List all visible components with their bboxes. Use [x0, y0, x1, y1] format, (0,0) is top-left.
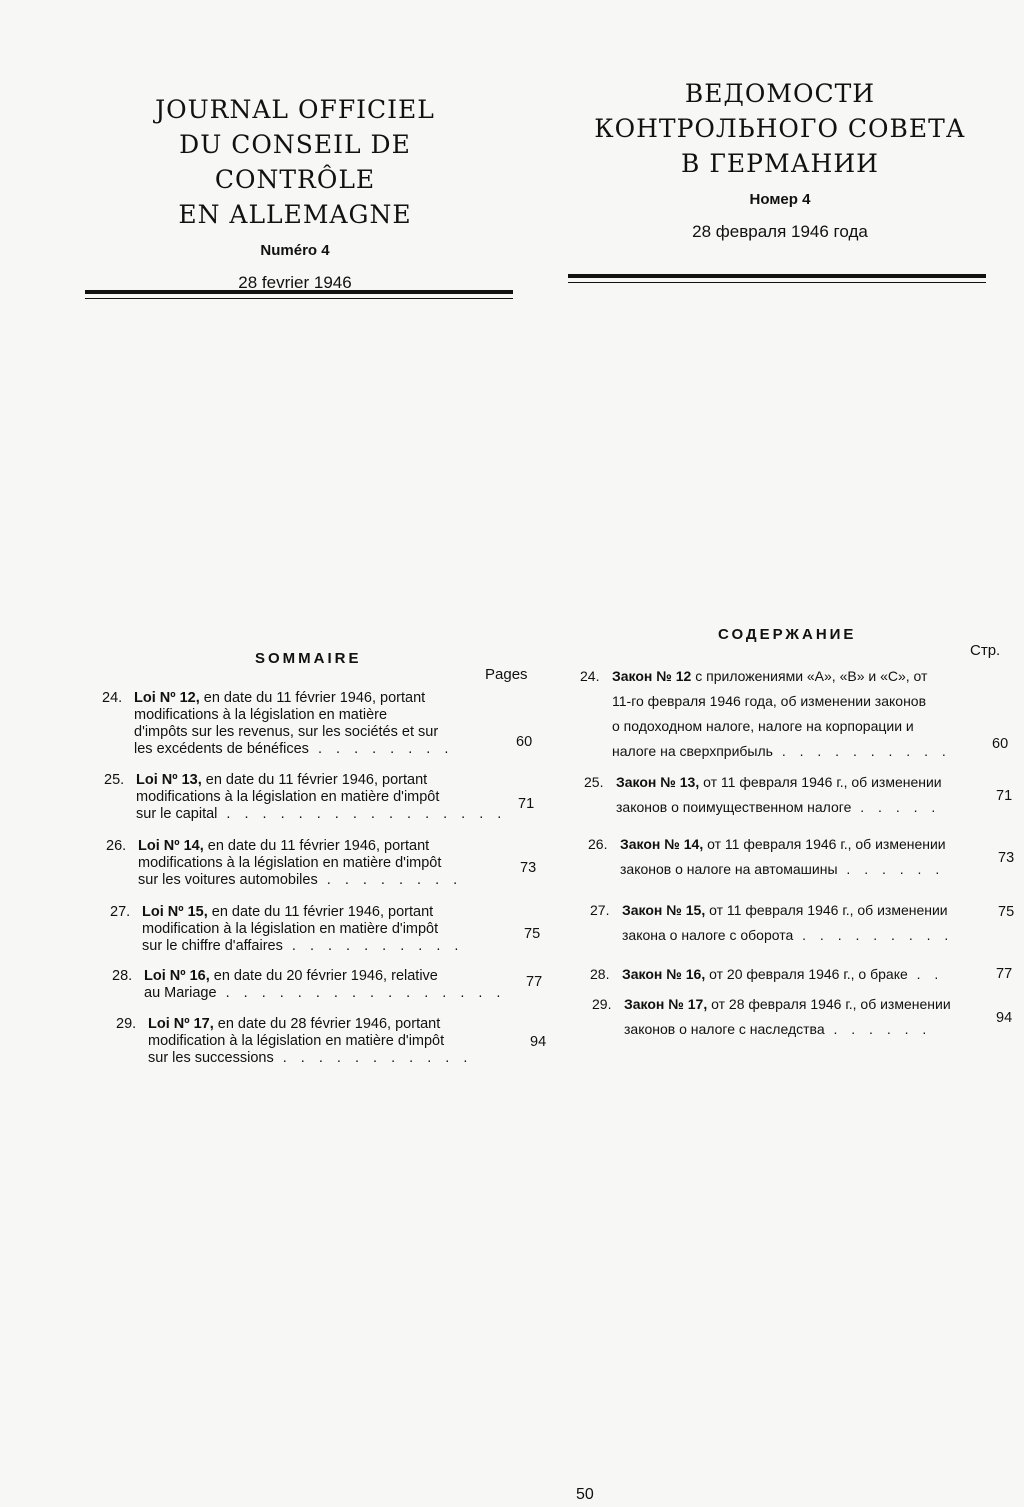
sommaire-page-number: 73	[520, 860, 537, 876]
russian-title: ВЕДОМОСТИ КОНТРОЛЬНОГО СОВЕТА В ГЕРМАНИИ	[594, 79, 966, 178]
french-masthead	[100, 92, 490, 293]
soderzhanie-page-number: 71	[996, 788, 1013, 804]
russian-masthead	[585, 76, 975, 242]
russian-issue-number: Номер 4	[749, 191, 811, 208]
sommaire-entry: 27. Loi Nº 15, en date du 11 février 1946, portant modification à la législation en matière d'impôt sur le chiffre d'affaires . . . . . . . . . . 75	[110, 904, 541, 954]
french-title: JOURNAL OFFICIEL DU CONSEIL DE CONTRÔLE EN ALLEMAGNE	[155, 95, 435, 229]
soderzhanie-entry: 29. Закон № 17, от 28 февраля 1946 г., об изменении законов о налоге с наследства . . . . . . 94	[592, 996, 1013, 1037]
sommaire-page-number: 77	[526, 974, 543, 990]
soderzhanie-pages-label: Стр.	[970, 642, 1001, 659]
soderzhanie-page-number: 75	[998, 904, 1015, 920]
french-header-rule	[85, 290, 513, 299]
russian-header-rule	[568, 274, 986, 283]
soderzhanie-entry: 27. Закон № 15, от 11 февраля 1946 г., об изменении закона о налоге с оборота . . . . . . . . . 75	[590, 902, 1015, 943]
sommaire-page-number: 94	[530, 1034, 547, 1050]
soderzhanie-page-number: 94	[996, 1010, 1013, 1026]
sommaire-entry: 25. Loi Nº 13, en date du 11 février 1946, portant modifications à la législation en matière d'impôt sur le capital . . . . . . . . . . . . . . . . 71	[104, 772, 535, 822]
french-issue-date: 28 fevrier 1946	[238, 273, 352, 292]
sommaire-entry: 26. Loi Nº 14, en date du 11 février 1946, portant modifications à la législation en matière d'impôt sur les voitures automobiles . . . . . . . . 73	[106, 838, 537, 888]
sommaire-page-number: 75	[524, 926, 541, 942]
soderzhanie-entry: 26. Закон № 14, от 11 февраля 1946 г., об изменении законов о налоге на автомашины . . . . . . 73	[588, 836, 1015, 877]
page-number: 50	[576, 1486, 594, 1503]
soderzhanie-entry: 24. Закон № 12 с приложениями «А», «В» и «С», от 11-го февраля 1946 года, об изменении законов о подоходном налоге, налоге на корпорации и налоге на сверхприбыль . . . . . . . . . . 60	[580, 668, 1009, 759]
soderzhanie-page-number: 73	[998, 850, 1015, 866]
soderzhanie-entry: 28. Закон № 16, от 20 февраля 1946 г., о браке . . 77	[590, 962, 1020, 988]
soderzhanie-heading: СОДЕРЖАНИЕ	[718, 626, 857, 643]
soderzhanie-page-number: 77	[996, 966, 1013, 982]
french-issue-number: Numéro 4	[260, 242, 330, 259]
sommaire-page-number: 60	[516, 734, 533, 750]
sommaire-page-number: 71	[518, 796, 535, 812]
sommaire-entry: 28. Loi Nº 16, en date du 20 février 1946, relative au Mariage . . . . . . . . . . . . . . . . 77	[112, 968, 543, 1001]
sommaire-entry: 29. Loi Nº 17, en date du 28 février 1946, portant modification à la législation en matière d'impôt sur les successions . . . . . . . . . . . 94	[116, 1016, 547, 1066]
soderzhanie-page-number: 60	[992, 736, 1009, 752]
sommaire-entry: 24. Loi Nº 12, en date du 11 février 1946, portant modifications à la législation en matière d'impôts sur les revenus, sur les sociétés et sur les excédents de bénéfices . . . . . . . . 60	[102, 690, 533, 757]
soderzhanie-entry: 25. Закон № 13, от 11 февраля 1946 г., об изменении законов о поимущественном налоге . . . . . 71	[584, 774, 1013, 815]
sommaire-heading: SOMMAIRE	[255, 650, 362, 667]
russian-issue-date: 28 февраля 1946 года	[692, 222, 868, 241]
sommaire-pages-label: Pages	[485, 666, 528, 683]
